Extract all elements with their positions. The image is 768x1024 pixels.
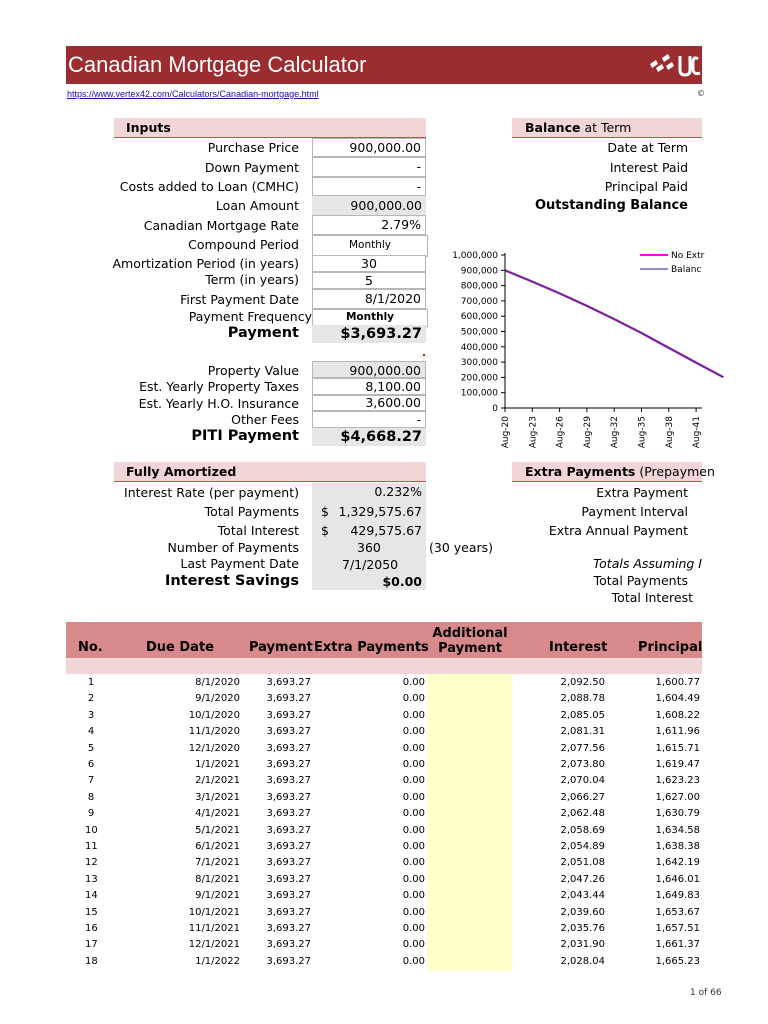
- row-no: 16: [85, 923, 98, 934]
- costs-field[interactable]: -: [312, 177, 426, 196]
- date-at-term-label: Date at Term: [607, 140, 688, 155]
- row-payment: 3,693.27: [266, 677, 311, 688]
- property-value-label: Property Value: [207, 363, 299, 378]
- row-interest: 2,054.89: [560, 841, 605, 852]
- row-payment: 3,693.27: [266, 709, 311, 721]
- row-extra-payment: 0.00: [402, 791, 425, 803]
- payment-interval-label: Payment Interval: [581, 504, 688, 519]
- row-extra-payment: 0.00: [402, 742, 425, 754]
- row-due-date: 4/1/2021: [195, 808, 240, 820]
- row-principal: 1,608.22: [655, 709, 700, 721]
- y-tick-label: 100,000: [460, 388, 498, 399]
- row-due-date: 10/1/2021: [188, 906, 240, 918]
- col-payment: Payment: [249, 640, 313, 655]
- schedule-subheader: [66, 658, 702, 674]
- other-fees-label: Other Fees: [231, 412, 299, 427]
- balance-title-rest: at Term: [580, 120, 632, 135]
- extra-total-interest-label: Total Interest: [611, 590, 693, 605]
- y-tick-label: 1,000,000: [452, 251, 498, 261]
- row-extra-payment: 0.00: [402, 923, 425, 934]
- number-of-payments-value: 360: [312, 540, 426, 556]
- insurance-label: Est. Yearly H.O. Insurance: [138, 396, 299, 411]
- row-no: 4: [87, 726, 95, 738]
- row-extra-payment: 0.00: [402, 693, 425, 705]
- row-principal: 1,604.49: [655, 693, 700, 705]
- piti-payment-value: $4,668.27: [312, 428, 426, 446]
- extra-total-payments-label: Total Payments: [593, 573, 688, 588]
- total-interest-currency: $: [321, 523, 329, 538]
- row-interest: 2,039.60: [560, 906, 605, 918]
- row-principal: 1,619.47: [655, 759, 700, 770]
- row-payment: 3,693.27: [266, 791, 311, 803]
- row-interest: 2,051.08: [560, 857, 605, 869]
- table-row: [66, 675, 702, 691]
- row-payment: 3,693.27: [266, 841, 311, 852]
- property-value-field[interactable]: 900,000.00: [312, 361, 426, 378]
- col-due-date: Due Date: [146, 640, 214, 655]
- row-no: 2: [87, 693, 95, 705]
- table-row: [66, 921, 702, 937]
- table-row: [66, 855, 702, 871]
- row-extra-payment: 0.00: [402, 939, 425, 951]
- row-extra-payment: 0.00: [402, 709, 425, 721]
- extra-payments-title-bold: Extra Payments: [525, 464, 636, 479]
- row-principal: 1,600.77: [655, 677, 700, 688]
- row-extra-payment: 0.00: [402, 677, 425, 688]
- row-no: 13: [85, 873, 98, 885]
- copyright-mark: ©: [697, 89, 705, 98]
- y-tick-label: 800,000: [460, 281, 498, 292]
- x-tick-label: Aug-23: [528, 416, 539, 449]
- row-payment: 3,693.27: [266, 955, 311, 967]
- row-principal: 1,661.37: [655, 939, 700, 951]
- insurance-field[interactable]: 3,600.00: [312, 395, 426, 411]
- row-no: 10: [85, 824, 98, 836]
- row-no: 6: [87, 759, 95, 770]
- source-url-link[interactable]: https://www.vertex42.com/Calculators/Canadian-mortgage.html: [67, 89, 319, 99]
- row-no: 8: [87, 791, 95, 803]
- totals-assuming-label: [560, 556, 702, 571]
- row-interest: 2,066.27: [560, 791, 605, 803]
- last-payment-date-value: 7/1/2050: [312, 556, 426, 573]
- row-extra-payment: 0.00: [402, 841, 425, 852]
- row-principal: 1,627.00: [655, 791, 700, 803]
- total-interest-label: Total Interest: [217, 523, 299, 538]
- row-interest: 2,092.50: [560, 677, 605, 688]
- fully-amortized-title: Fully Amortized: [126, 464, 237, 479]
- row-interest: 2,085.05: [560, 709, 605, 721]
- amortization-field[interactable]: 30: [312, 255, 426, 272]
- row-principal: 1,638.38: [655, 841, 700, 852]
- y-tick-label: 700,000: [460, 296, 498, 307]
- table-row: [66, 937, 702, 953]
- row-interest: 2,062.48: [560, 808, 605, 820]
- row-no: 1: [87, 677, 95, 688]
- extra-annual-payment-label: Extra Annual Payment: [548, 523, 688, 538]
- term-field[interactable]: 5: [312, 272, 426, 289]
- y-tick-label: 500,000: [460, 327, 498, 338]
- table-row: [66, 872, 702, 888]
- loan-amount-value: 900,000.00: [312, 196, 426, 215]
- table-row: [66, 954, 702, 970]
- row-payment: 3,693.27: [266, 693, 311, 705]
- property-taxes-field[interactable]: 8,100.00: [312, 378, 426, 395]
- row-due-date: 9/1/2020: [195, 693, 240, 705]
- row-principal: 1,623.23: [655, 775, 700, 787]
- row-extra-payment: 0.00: [402, 890, 425, 902]
- row-extra-payment: 0.00: [402, 857, 425, 869]
- table-row: [66, 905, 702, 921]
- row-no: 14: [85, 890, 98, 902]
- table-row: [66, 839, 702, 855]
- compound-select[interactable]: Monthly: [312, 235, 428, 257]
- col-interest: Interest: [549, 640, 608, 655]
- row-principal: 1,634.58: [655, 824, 700, 836]
- table-row: [66, 724, 702, 740]
- row-extra-payment: 0.00: [402, 759, 425, 770]
- table-row: [66, 806, 702, 822]
- row-payment: 3,693.27: [266, 824, 311, 836]
- table-row: [66, 691, 702, 707]
- fully-amortized-header: [114, 462, 426, 482]
- row-no: 15: [85, 906, 98, 918]
- balance-at-term-header: [512, 118, 702, 138]
- row-payment: 3,693.27: [266, 726, 311, 738]
- totals-assuming-text: Totals Assuming I: [593, 556, 702, 571]
- row-no: 17: [85, 939, 98, 951]
- number-of-years: (30 years): [429, 540, 494, 555]
- purchase-price-label: Purchase Price: [207, 140, 299, 155]
- y-tick-label: 300,000: [460, 358, 498, 369]
- payment-label: Payment: [227, 325, 299, 341]
- row-interest: 2,070.04: [560, 775, 605, 787]
- row-no: 5: [87, 742, 95, 754]
- col-extra-payments: Extra Payments: [314, 640, 429, 655]
- costs-label: Costs added to Loan (CMHC): [119, 179, 299, 194]
- y-tick-label: 0: [492, 404, 498, 414]
- row-no: 18: [85, 955, 98, 967]
- purchase-price-field[interactable]: 900,000.00: [312, 138, 426, 157]
- balance-chart-svg: [444, 240, 705, 455]
- balance-title-bold: Balance: [525, 120, 581, 135]
- legend-label: No Extr: [671, 251, 705, 261]
- row-principal: 1,615.71: [655, 742, 700, 754]
- row-interest: 2,035.76: [560, 923, 605, 934]
- row-payment: 3,693.27: [266, 890, 311, 902]
- row-payment: 3,693.27: [266, 857, 311, 869]
- row-principal: 1,630.79: [655, 808, 700, 820]
- row-due-date: 12/1/2021: [188, 939, 240, 951]
- x-tick-label: Aug-26: [555, 416, 566, 449]
- row-due-date: 1/1/2022: [195, 955, 240, 967]
- inputs-section-title: Inputs: [126, 120, 171, 135]
- row-due-date: 10/1/2020: [188, 709, 240, 721]
- vertex42-logo: [648, 50, 702, 80]
- inputs-section-header: [114, 118, 426, 138]
- row-interest: 2,088.78: [560, 693, 605, 705]
- page-title: Canadian Mortgage Calculator: [68, 52, 367, 77]
- total-payments-value: 1,329,575.67: [338, 504, 422, 519]
- row-due-date: 1/1/2021: [195, 759, 240, 770]
- row-principal: 1,611.96: [655, 726, 700, 738]
- legend-label: Balanc: [671, 265, 702, 275]
- extra-payments-header: [512, 462, 715, 482]
- interest-paid-label: Interest Paid: [609, 160, 688, 175]
- interest-savings-value: $0.00: [312, 573, 426, 590]
- row-principal: 1,642.19: [655, 857, 700, 869]
- y-tick-label: 900,000: [460, 266, 498, 277]
- row-due-date: 6/1/2021: [195, 841, 240, 852]
- first-payment-date-field[interactable]: 8/1/2020: [312, 289, 426, 309]
- row-principal: 1,649.83: [655, 890, 700, 902]
- row-principal: 1,646.01: [655, 873, 700, 885]
- payment-frequency-label: Payment Frequency: [188, 309, 312, 324]
- row-extra-payment: 0.00: [402, 873, 425, 885]
- row-interest: 2,077.56: [560, 742, 605, 754]
- row-payment: 3,693.27: [266, 759, 311, 770]
- row-payment: 3,693.27: [266, 808, 311, 820]
- row-due-date: 5/1/2021: [195, 824, 240, 836]
- row-due-date: 7/1/2021: [195, 857, 240, 869]
- row-extra-payment: 0.00: [402, 824, 425, 836]
- x-tick-label: Aug-32: [610, 416, 621, 449]
- row-due-date: 8/1/2021: [195, 873, 240, 885]
- total-payments-label: Total Payments: [204, 504, 299, 519]
- compound-label: Compound Period: [188, 237, 299, 252]
- red-marker: [423, 354, 425, 356]
- row-payment: 3,693.27: [266, 873, 311, 885]
- row-due-date: 3/1/2021: [195, 791, 240, 803]
- rate-field[interactable]: 2.79%: [312, 215, 426, 235]
- row-due-date: 8/1/2020: [195, 677, 240, 688]
- row-principal: 1,657.51: [655, 923, 700, 934]
- last-payment-date-label: Last Payment Date: [180, 556, 299, 571]
- page-number: 1 of 66: [690, 988, 722, 998]
- table-row: [66, 790, 702, 806]
- extra-payments-title-rest: (Prepaymen: [635, 464, 715, 479]
- number-of-payments-label: Number of Payments: [167, 540, 299, 555]
- principal-paid-label: Principal Paid: [604, 179, 688, 194]
- row-no: 7: [87, 775, 95, 787]
- row-interest: 2,058.69: [560, 824, 605, 836]
- row-payment: 3,693.27: [266, 775, 311, 787]
- x-tick-label: Aug-29: [582, 416, 593, 449]
- row-interest: 2,028.04: [560, 955, 605, 967]
- row-principal: 1,653.67: [655, 906, 700, 918]
- col-no: No.: [78, 640, 103, 655]
- row-due-date: 2/1/2021: [195, 775, 240, 787]
- x-tick-label: Aug-35: [637, 416, 648, 449]
- balance-line: [505, 270, 723, 377]
- property-taxes-label: Est. Yearly Property Taxes: [139, 379, 299, 394]
- interest-rate-value: 0.232%: [312, 483, 426, 501]
- row-interest: 2,043.44: [560, 890, 605, 902]
- row-extra-payment: 0.00: [402, 808, 425, 820]
- table-row: [66, 757, 702, 773]
- row-payment: 3,693.27: [266, 923, 311, 934]
- row-payment: 3,693.27: [266, 939, 311, 951]
- amortization-label: Amortization Period (in years): [112, 256, 299, 271]
- row-interest: 2,031.90: [560, 939, 605, 951]
- row-no: 11: [85, 841, 98, 852]
- table-row: [66, 708, 702, 724]
- col-additional-payment: Additional Payment: [432, 626, 508, 656]
- table-row: [66, 823, 702, 839]
- x-tick-label: Aug-41: [692, 416, 703, 449]
- col-principal: Principal: [638, 640, 703, 655]
- piti-payment-label: PITI Payment: [191, 428, 299, 444]
- first-payment-date-label: First Payment Date: [180, 292, 299, 307]
- table-row: [66, 773, 702, 789]
- row-interest: 2,073.80: [560, 759, 605, 770]
- term-label: Term (in years): [205, 272, 299, 287]
- interest-rate-label: Interest Rate (per payment): [124, 485, 299, 500]
- outstanding-balance-label: Outstanding Balance: [534, 198, 688, 213]
- row-extra-payment: 0.00: [402, 955, 425, 967]
- row-principal: 1,665.23: [655, 955, 700, 967]
- down-payment-field[interactable]: -: [312, 157, 426, 177]
- extra-payment-label: Extra Payment: [596, 485, 688, 500]
- x-tick-label: Aug-38: [664, 416, 675, 449]
- row-due-date: 11/1/2021: [188, 923, 240, 934]
- down-payment-label: Down Payment: [204, 160, 299, 175]
- payment-value: $3,693.27: [312, 325, 426, 343]
- y-tick-label: 400,000: [460, 342, 498, 353]
- y-tick-label: 600,000: [460, 312, 498, 323]
- table-row: [66, 741, 702, 757]
- row-no: 12: [85, 857, 98, 869]
- row-due-date: 12/1/2020: [188, 742, 240, 754]
- rate-label: Canadian Mortgage Rate: [143, 218, 299, 233]
- row-interest: 2,081.31: [560, 726, 605, 738]
- row-extra-payment: 0.00: [402, 906, 425, 918]
- row-interest: 2,047.26: [560, 873, 605, 885]
- x-tick-label: Aug-20: [501, 416, 511, 449]
- row-no: 3: [87, 709, 95, 721]
- row-extra-payment: 0.00: [402, 726, 425, 738]
- row-payment: 3,693.27: [266, 742, 311, 754]
- row-due-date: 11/1/2020: [188, 726, 240, 738]
- payment-frequency-select[interactable]: Monthly: [312, 309, 428, 327]
- row-payment: 3,693.27: [266, 906, 311, 918]
- other-fees-field[interactable]: -: [312, 411, 426, 428]
- loan-amount-label: Loan Amount: [215, 198, 299, 213]
- row-no: 9: [87, 808, 95, 820]
- row-extra-payment: 0.00: [402, 775, 425, 787]
- table-row: [66, 888, 702, 904]
- total-payments-currency: $: [321, 504, 329, 519]
- interest-savings-label: Interest Savings: [164, 573, 299, 589]
- row-due-date: 9/1/2021: [195, 890, 240, 902]
- y-tick-label: 200,000: [460, 373, 498, 384]
- total-interest-value: 429,575.67: [350, 523, 422, 538]
- balance-chart: [444, 240, 705, 455]
